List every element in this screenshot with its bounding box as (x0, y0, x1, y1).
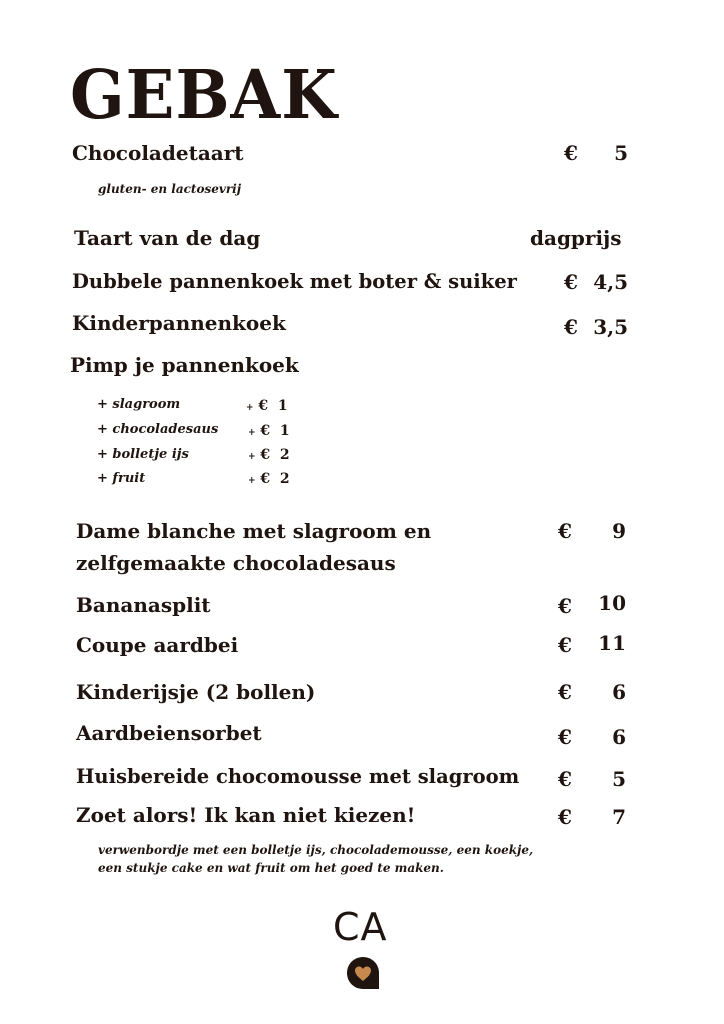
price-bananasplit: 10 (598, 591, 626, 615)
item-chocoladetaart: Chocoladetaart (72, 141, 244, 165)
logo-text: CA (333, 905, 388, 949)
item-aardbeiensorbet: Aardbeiensorbet (76, 721, 262, 745)
euro-sign: € (558, 725, 572, 749)
price-kinderpannenkoek: 3,5 (593, 315, 628, 339)
item-zoet-alors: Zoet alors! Ik kan niet kiezen! (76, 803, 416, 827)
price-dame-blanche: 9 (612, 519, 626, 543)
item-chocomousse: Huisbereide chocomousse met slagroom (76, 765, 520, 788)
addon-price: + € 1 (248, 423, 290, 439)
addon-label: + slagroom (97, 397, 181, 412)
euro-sign: € (558, 519, 572, 543)
addon-label: + chocoladesaus (97, 422, 219, 437)
item-dame-blanche-line1: Dame blanche met slagroom en (76, 519, 432, 543)
addon-price: + € 2 (248, 447, 290, 463)
price-aardbeiensorbet: 6 (612, 725, 626, 749)
addon-price: + € 2 (248, 471, 290, 487)
heart-icon (346, 956, 380, 990)
note-zoet-alors-line1: verwenbordje met een bolletje ijs, chocolademousse, een koekje, (98, 843, 534, 857)
price-chocomousse: 5 (612, 767, 626, 791)
item-kinderpannenkoek: Kinderpannenkoek (72, 311, 286, 335)
page-title: GEBAK (70, 56, 338, 135)
euro-sign: € (564, 141, 578, 165)
price-coupe-aardbei: 11 (598, 631, 626, 655)
euro-sign: € (564, 270, 578, 294)
item-coupe-aardbei: Coupe aardbei (76, 633, 239, 657)
price-taart-van-de-dag: dagprijs (530, 226, 622, 250)
euro-sign: € (558, 680, 572, 704)
item-kinderijsje: Kinderijsje (2 bollen) (76, 680, 316, 704)
item-dame-blanche-line2: zelfgemaakte chocoladesaus (76, 551, 396, 575)
item-pimp-je-pannenkoek: Pimp je pannenkoek (70, 353, 299, 377)
euro-sign: € (564, 315, 578, 339)
note-chocoladetaart: gluten- en lactosevrij (98, 182, 242, 196)
price-dubbele-pannenkoek: 4,5 (593, 270, 628, 294)
price-zoet-alors: 7 (612, 805, 626, 829)
addon-label: + bolletje ijs (97, 447, 189, 462)
euro-sign: € (558, 805, 572, 829)
item-taart-van-de-dag: Taart van de dag (74, 226, 261, 250)
item-dubbele-pannenkoek: Dubbele pannenkoek met boter & suiker (72, 270, 517, 293)
euro-sign: € (558, 594, 572, 618)
euro-sign: € (558, 767, 572, 791)
addon-label: + fruit (97, 471, 146, 486)
addon-price: + € 1 (246, 398, 288, 414)
price-kinderijsje: 6 (612, 680, 626, 704)
note-zoet-alors-line2: een stukje cake en wat fruit om het goed te maken. (98, 861, 444, 875)
item-bananasplit: Bananasplit (76, 593, 211, 617)
euro-sign: € (558, 633, 572, 657)
price-chocoladetaart: 5 (614, 141, 628, 165)
